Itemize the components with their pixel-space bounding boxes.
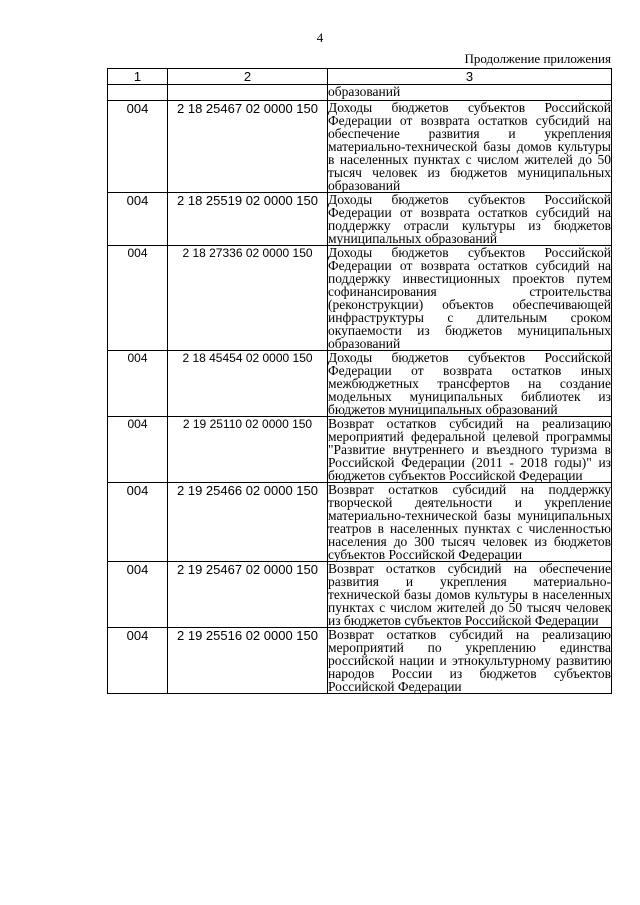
table-row [108, 483, 612, 562]
revenue-code-cell: 2 19 25466 02 0000 150 [168, 483, 328, 562]
description-cell: Доходы бюджетов субъектов Российской Федерации от возврата остатков иных межбюджетных трансфертов на создание модельных муниципальных библиотек из бюджетов муниципальных образований [328, 350, 611, 417]
admin-code-cell: 004 [108, 351, 168, 417]
revenue-code-cell: 2 18 27336 02 0000 150 [168, 246, 328, 351]
description-cell: Возврат остатков субсидий на реализацию мероприятий по укреплению единства российской нации и этнокультурному развитию народов России из бюджетов субъектов Российской Федерации [328, 627, 611, 694]
admin-code-cell: 004 [108, 628, 168, 694]
page-number: 4 [316, 30, 324, 45]
table-row [108, 628, 612, 694]
table-header-row [108, 69, 612, 85]
description-cell: Доходы бюджетов субъектов Российской Федерации от возврата остатков субсидий на поддержку инвестиционных проектов путем софинансирования строительства (реконструкции) объектов обеспечивающей инфраструктуры с длительным сроком окупаемости из бюджетов муниципальных образований [328, 245, 611, 351]
revenue-code-cell: 2 18 45454 02 0000 150 [168, 351, 328, 417]
revenue-code-cell: 2 18 25519 02 0000 150 [168, 193, 328, 246]
continuation-row [108, 85, 612, 101]
continuation-text: образований [328, 85, 612, 101]
admin-code-cell: 004 [108, 483, 168, 562]
column-header-1: 1 [108, 69, 168, 85]
admin-code-cell: 004 [108, 193, 168, 246]
table-row [108, 101, 612, 193]
description-cell: Возврат остатков субсидий на поддержку творческой деятельности и укрепление материально-технической базы муниципальных театров в населенных пунктах с численностью населения до 300 тысяч человек из бюджетов субъектов Российской Федерации [328, 482, 611, 562]
table-row [108, 417, 612, 483]
revenue-code-cell: 2 19 25110 02 0000 150 [168, 417, 328, 483]
budget-codes-table [107, 68, 612, 694]
admin-code-cell: 004 [108, 417, 168, 483]
table-row [108, 193, 612, 246]
admin-code-cell: 004 [108, 101, 168, 193]
column-header-3: 3 [328, 69, 612, 85]
description-cell: Доходы бюджетов субъектов Российской Федерации от возврата остатков субсидий на обеспечение развития и укрепления материально-технической базы домов культуры в населенных пунктах с числом жителей до 50 тысяч человек из бюджетов муниципальных образований [328, 100, 611, 193]
table-row [108, 351, 612, 417]
admin-code-cell: 004 [108, 562, 168, 628]
revenue-code-cell: 2 19 25467 02 0000 150 [168, 562, 328, 628]
revenue-code-cell: 2 19 25516 02 0000 150 [168, 628, 328, 694]
description-cell: Доходы бюджетов субъектов Российской Федерации от возврата остатков субсидий на поддержку отрасли культуры из бюджетов муниципальных образований [328, 192, 611, 246]
revenue-code-cell: 2 18 25467 02 0000 150 [168, 101, 328, 193]
continuation-label: Продолжение приложения [464, 51, 611, 66]
table-row [108, 246, 612, 351]
column-header-2: 2 [168, 69, 328, 85]
description-cell: Возврат остатков субсидий на реализацию мероприятий федеральной целевой программы "Развитие внутреннего и въездного туризма в Российской Федерации (2011 - 2018 годы)" из бюджетов субъектов Российской Федерации [328, 416, 611, 483]
table-row [108, 562, 612, 628]
admin-code-cell: 004 [108, 246, 168, 351]
description-cell: Возврат остатков субсидий на обеспечение развития и укрепления материально-технической базы домов культуры в населенных пунктах с числом жителей до 50 тысяч человек из бюджетов субъектов Российской Федерации [328, 561, 611, 628]
